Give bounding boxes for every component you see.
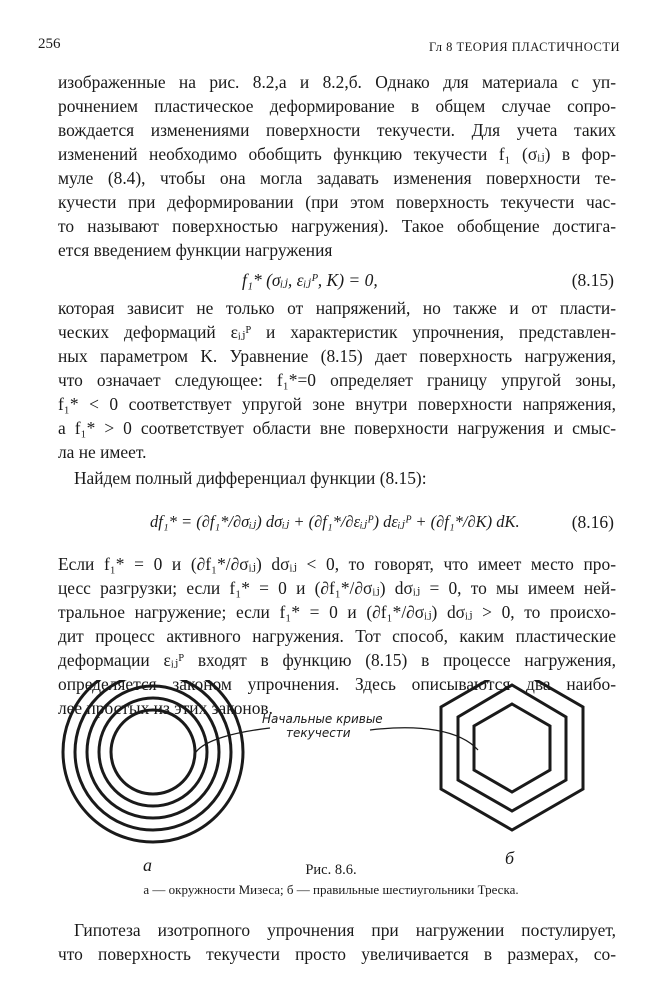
figure-8-6 <box>0 680 662 860</box>
text-line: а f₁* > 0 соответствует области вне поверхности нагружения и смыс- <box>58 418 616 438</box>
text-line: ется введением функции нагружения <box>58 240 333 260</box>
equation-number: (8.16) <box>571 512 614 532</box>
hexagon-3 <box>474 704 550 792</box>
annotation-line-1: Начальные кривые <box>262 712 383 726</box>
equation-number: (8.15) <box>571 270 614 290</box>
text-line: f₁* < 0 соответствует упругой зоне внутри поверхности напряжения, <box>58 394 616 414</box>
page-number: 256 <box>38 36 61 52</box>
tresca-hexagons <box>441 680 583 830</box>
text-line: дит процесс активного нагружения. Тот способ, каким пластические <box>58 626 616 646</box>
figure-caption: Рис. 8.6. <box>305 862 357 878</box>
mises-circles <box>63 680 243 842</box>
equation-8-16: df₁* = (∂f₁*/∂σᵢⱼ) dσᵢⱼ + (∂f₁*/∂εᵢⱼᴾ) dεᵢⱼᴾ + (∂f₁*/∂K) dK. <box>150 512 520 531</box>
circle-3 <box>87 686 219 818</box>
text-line: лее простых из этих законов. <box>58 698 273 718</box>
text-line: которая зависит не только от напряжений, но также и от пласти- <box>58 298 616 318</box>
paragraph-3: Найдем полный дифференциал функции (8.15): <box>74 468 427 488</box>
text-line: что поверхность текучести просто увеличивается в размерах, со- <box>58 944 616 964</box>
text-line: Если f₁* = 0 и (∂f₁*/∂σᵢⱼ) dσᵢⱼ < 0, то говорят, что имеет место про- <box>58 554 616 574</box>
figure-label-b: б <box>505 848 515 868</box>
text-line: муле (8.4), чтобы она могла задавать изменения поверхности те- <box>58 168 616 188</box>
text-line: ных параметром K. Уравнение (8.15) дает поверхность нагружения, <box>58 346 616 366</box>
text-line: что означает следующее: f₁*=0 определяет границу упругой зоны, <box>58 370 616 390</box>
text-line: кучести при деформировании (при этом поверхность текучести час- <box>58 192 616 212</box>
running-header: Гл 8 ТЕОРИЯ ПЛАСТИЧНОСТИ <box>428 40 620 54</box>
figure-subcaption: а — окружности Мизеса; б — правильные шестиугольники Треска. <box>143 882 519 897</box>
text-line: тральное нагружение; если f₁* = 0 и (∂f₁*/∂σᵢⱼ) dσᵢⱼ > 0, то происхо- <box>58 602 616 622</box>
leader-line-hexagon <box>370 728 478 750</box>
text-line: вождается изменениями поверхности текучести. Для учета таких <box>58 120 616 140</box>
text-line: ла не имеет. <box>58 442 147 462</box>
text-line: изображенные на рис. 8.2,а и 8.2,б. Однако для материала с уп- <box>58 72 616 92</box>
annotation-line-2: текучести <box>286 726 351 740</box>
text-line: цесс разгрузки; если f₁* = 0 и (∂f₁*/∂σᵢⱼ) dσᵢⱼ = 0, то мы имеем ней- <box>58 578 616 598</box>
equation-8-15: f₁* (σᵢⱼ, εᵢⱼᴾ, K) = 0, <box>242 270 378 290</box>
text-line: изменений необходимо обобщить функцию текучести f₁ (σᵢⱼ) в фор- <box>58 144 616 164</box>
text-line: то называют поверхностью нагружения). Такое обобщение достига- <box>58 216 616 236</box>
text-line: ческих деформаций εᵢⱼᴾ и характеристик упрочнения, представлен- <box>58 322 616 342</box>
text-line: деформации εᵢⱼᴾ входят в функцию (8.15) в процессе нагружения, <box>58 650 616 670</box>
text-line: Гипотеза изотропного упрочнения при нагружении постулирует, <box>74 920 616 940</box>
circle-4 <box>99 698 207 806</box>
figure-label-a: а <box>143 855 152 875</box>
text-line: определяется законом упрочнения. Здесь описываются два наибо- <box>58 674 616 694</box>
text-line: рочнением пластическое деформирование в общем случае сопро- <box>58 96 616 116</box>
circle-5 <box>111 710 195 794</box>
